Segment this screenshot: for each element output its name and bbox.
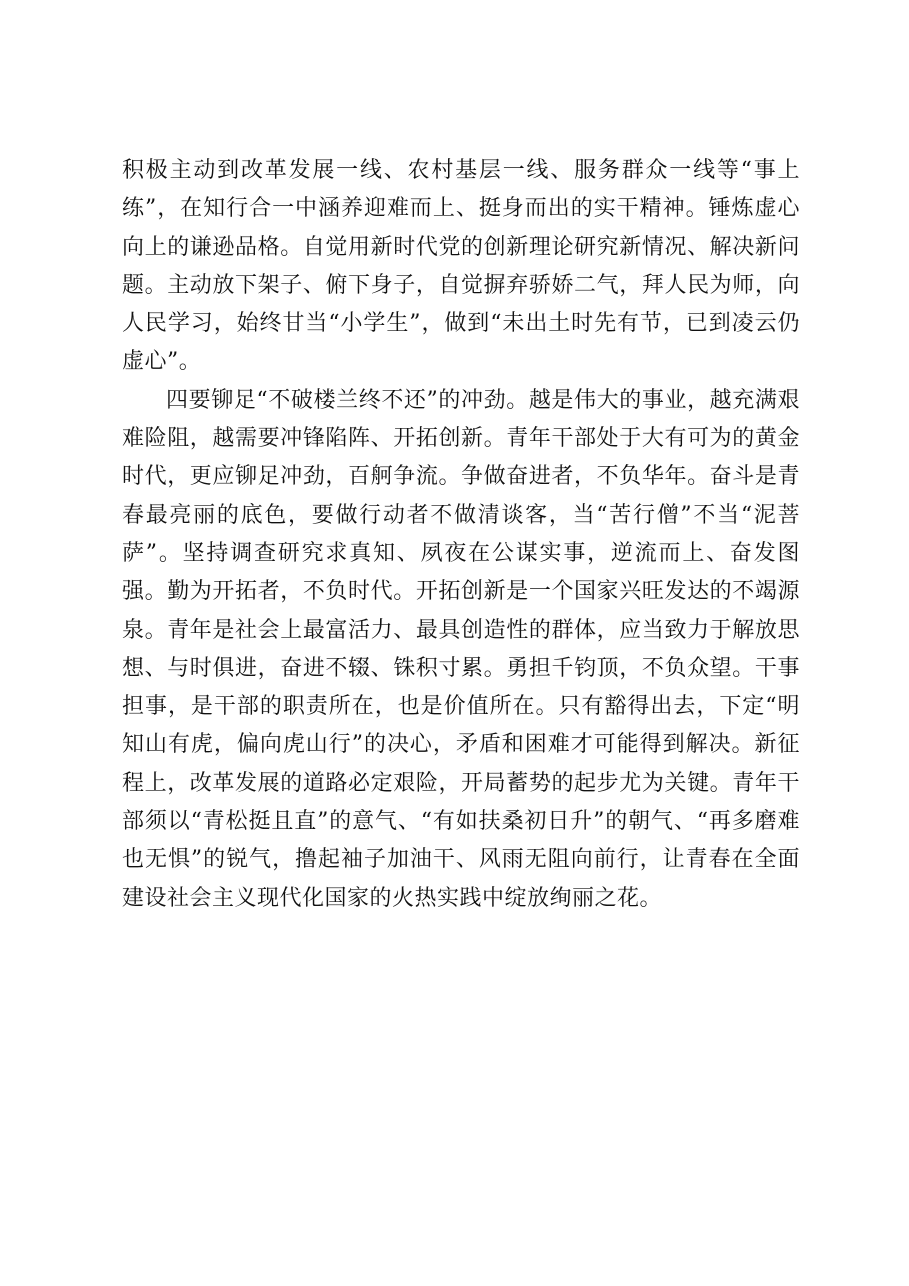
body-text	[122, 152, 800, 918]
paragraph-continuation: 积极主动到改革发展一线、农村基层一线、服务群众一线等“事上练”，在知行合一中涵养迎难而上、挺身而出的实干精神。锤炼虚心向上的谦逊品格。自觉用新时代党的创新理论研究新情况、解决新问题。主动放下架子、俯下身子，自觉摒弃骄娇二气，拜人民为师，向人民学习，始终甘当“小学生”，做到“未出土时先有节，已到凌云仍虚心”。	[122, 158, 800, 375]
paragraph-four: 四要铆足“不破楼兰终不还”的冲劲。越是伟大的事业，越充满艰难险阻，越需要冲锋陷阵、开拓创新。青年干部处于大有可为的黄金时代，更应铆足冲劲，百舸争流。争做奋进者，不负华年。奋斗是青春最亮丽的底色，要做行动者不做清谈客，当“苦行僧”不当“泥菩萨”。坚持调查研究求真知、夙夜在公谋实事，逆流而上、奋发图强。勤为开拓者，不负时代。开拓创新是一个国家兴旺发达的不竭源泉。青年是社会上最富活力、最具创造性的群体，应当致力于解放思想、与时俱进，奋进不辍、铢积寸累。勇担千钧顶，不负众望。干事担事，是干部的职责所在，也是价值所在。只有豁得出去，下定“明知山有虎，偏向虎山行”的决心，矛盾和困难才可能得到解决。新征程上，改革发展的道路必定艰险，开局蓄势的起步尤为关键。青年干部须以“青松挺且直”的意气、“有如扶桑初日升”的朝气、“再多磨难也无惧”的锐气，撸起袖子加油干、风雨无阻向前行，让青春在全面建设社会主义现代化国家的火热实践中绽放绚丽之花。	[122, 387, 800, 911]
